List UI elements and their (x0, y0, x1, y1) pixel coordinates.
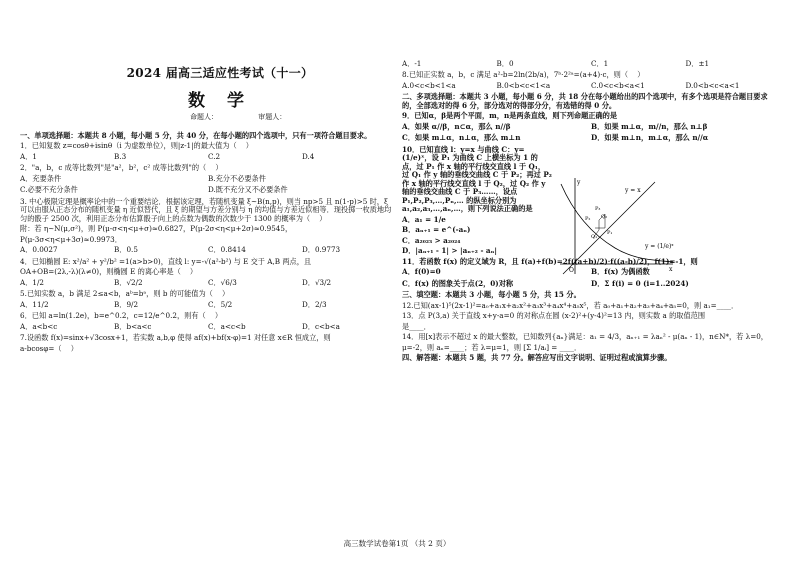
question-14: 14．用[x]表示不超过 x 的最大整数，已知数列{aₙ}满足：a₁ = 4/3，aₙ₊₁ = λaₙ² - μ(aₙ - 1)，n∈N*，若 λ=0， (402, 332, 768, 342)
question-1: 1．已知复数 z=cosθ+isinθ（i 为虚数单位），则|z-1|的最大值为（ ） (20, 141, 253, 151)
question-13: 13．点 P(3,a) 关于直线 x+y-a=0 的对称点在圆 (x-2)²+(y-4)²=13 内，则实数 a 的取值范围 (402, 311, 706, 321)
option: B．√2/2 (114, 277, 143, 287)
question-2-options-row1 (20, 175, 396, 183)
question-8: 8.已知正实数 a，b，c 满足 a²-b=2ln(2b/a)，7ᵇ·2²ᵃ=(a+4)·c，则（ ） (402, 70, 645, 80)
option: B.充分不必要条件 (208, 173, 266, 183)
question-9-options-row1 (402, 123, 780, 131)
section-4-heading: 四、解答题：本题共 5 题，共 77 分。解答应写出文字说明、证明过程或演算步骤。 (402, 353, 672, 363)
point-label: Q₂ (601, 214, 608, 220)
option: C.0<c<b<a<1 (591, 80, 645, 90)
option: B．如果 m⊥α，m//n，那么 n⊥β (591, 121, 708, 131)
option: C．√6/3 (208, 277, 237, 287)
option: A．0.0027 (20, 245, 58, 255)
option: D.既不充分又不必要条件 (208, 185, 288, 195)
question-4-options (20, 279, 396, 287)
question-4-line2: OA+OB=(2λ,-λ)(λ≠0)，则椭圆 E 的离心率是（ ） (20, 267, 198, 277)
question-12: 12.已知(ax-1)⁵(2x-1)²=a₀+a₁x+a₂x²+a₃x³+a₄x⁴+a₅x⁵，若 a₀+a₁+a₂+a₃+a₄+a₅=0，则 a₁=____． (402, 300, 739, 310)
point-label: Q₁ (591, 234, 598, 240)
option: C.2 (208, 151, 221, 161)
option: A．a<b<c (20, 321, 58, 331)
question-3-options (20, 246, 396, 254)
option: D．±1 (685, 59, 710, 68)
option: D．√3/2 (302, 277, 332, 287)
point-label: P₂ (585, 216, 591, 222)
question-3-reference: 附：若 η~N(μ,σ²)，则 P(μ-σ<η<μ+σ)≈0.6827，P(μ-2σ<η<μ+2σ)≈0.9545， (20, 224, 293, 234)
option: C．0.8414 (208, 245, 246, 255)
option: B．0 (496, 59, 514, 68)
option: D．c<b<a (302, 321, 340, 331)
question-11: 11．若函数 f(x) 的定义域为 R，且 f(a)+f(b)=2f((a+b)/2)·f((a-b)/2)，f(1)=-1，则 (402, 256, 698, 266)
left-column (20, 132, 396, 355)
proposer-label: 命题人： (190, 113, 218, 121)
x-axis-label: x (669, 266, 673, 273)
question-7-line2: a-bcosφ=（ ） (20, 343, 78, 353)
question-3: 3. 中心极限定理是概率论中的一个重要结论．根据该定理，若随机变量 ξ~B(n,p)，则当 np>5 且 n(1-p)>5 时，ξ 可以由服从正态分布的随机变量 η 近似替代，且 ξ 的期望与方差分别与 η 的均值与方差近似相等．现投掷一枚质地均匀的骰子 2500 次，利用正态分布估算骰子向上的点数为偶数的次数少于 1300 的概率为（ ） (20, 196, 392, 223)
option: C．1 (591, 59, 609, 68)
question-2: 2．"a，b，c 成等比数列"是"a²，b²，c² 成等比数列"的（ ） (20, 163, 223, 173)
option: B.0<b<c<1<a (496, 80, 551, 90)
option: B．0.5 (114, 245, 138, 255)
option: A．-1 (402, 59, 422, 68)
question-4: 4．已知椭圆 E: x²/a² + y²/b² =1(a>b>0)，直线 l: y=-√(a²-b²) 与 E 交于 A,B 两点，且 (20, 256, 312, 266)
option: C.必要不充分条件 (20, 185, 78, 195)
question-3-reference-2: P(μ-3σ<η<μ+3σ)≈0.9973． (20, 234, 122, 244)
option: D．2/3 (302, 299, 327, 309)
question-5-options (20, 301, 396, 309)
subject-title: 数 学 (188, 91, 252, 111)
option: A．1/2 (20, 277, 44, 287)
option: B．f(x) 为偶函数 (591, 267, 650, 277)
question-10-option-d: D．|aₙ₊₁ - 1| > |aₙ₊₂ - aₙ| (402, 246, 497, 256)
section-2-heading: 二、多项选择题：本题共 3 小题，每小题 6 分，共 18 分在每小题给出的四个选项中，有多个选项是符合题目要求的，全部选对的得 6 分，部分选对的得部分分，有选错的得 0 分。 (402, 92, 768, 110)
option: C．5/2 (208, 299, 233, 309)
question-13-line2: 是____． (402, 321, 431, 331)
question-5: 5.已知实数 a，b 满足 2≤a<b，aᵇ=bᵃ，则 b 的可能值为（ ） (20, 289, 230, 299)
curve-label: y = (1/e)ˣ (645, 243, 674, 250)
point-label: P₁ (607, 230, 613, 236)
question-10-option-c: C．a₂₀₂₃ > a₂₀₂₄ (402, 235, 461, 245)
option: D．0.9773 (302, 245, 341, 255)
question-9: 9．已知α，β是两个平面，m，n是两条直线，则下列命题正确的是 (402, 111, 618, 121)
question-10-option-a: A．a₁ = 1/e (402, 214, 446, 224)
page-footer: 高三数学试卷第1页 （共 2 页） (343, 539, 451, 548)
question-6: 6．已知 a=ln(1.2e)，b=e^0.2，c=12/e^0.2，则有（ ） (20, 311, 223, 321)
option: A.0<c<b<1<a (402, 80, 456, 90)
question-8-options (402, 82, 780, 90)
reviewer-label: 审题人： (258, 113, 287, 121)
question-10-option-b: B．aₙ₊₁ = e^(-aₙ) (402, 225, 471, 235)
question-1-options (20, 153, 396, 161)
author-line (190, 112, 324, 122)
option: D．如果 m⊥n，m⊥α，那么 n//α (591, 133, 709, 143)
option: A．1 (20, 151, 37, 161)
question-10-graph (555, 176, 675, 276)
exam-title: 2024 届高三适应性考试（十一） (126, 66, 314, 80)
option: D.4 (302, 151, 315, 161)
question-9-options-row2 (402, 134, 780, 142)
y-axis-label: y (577, 179, 581, 186)
question-7: 7.设函数 f(x)=sinx+√3cosx+1，若实数 a,b,φ 使得 af(x)+bf(x-φ)=1 对任意 x∈R 恒成立，则 (20, 333, 331, 343)
line-y-equals-x (563, 182, 655, 274)
option: D.0<b<c<a<1 (685, 80, 740, 90)
question-10: 10．已知直线 l：y=x 与曲线 C：y=(1/e)ˣ，设 P₁ 为曲线 C 上横坐标为 1 的点，过 P₁ 作 x 轴的平行线交直线 l 于 Q₁，过 Q₁ 作 y 轴的垂线交曲线 C 于 P₂；再过 P₂ 作 x 轴的平行线交直线 l 于 Q₂，过 Q₂ 作 y 轴的垂线交曲线 C 于 P₃……，设点 P₁,P₂,P₃,…,Pₙ,… 的纵坐标分别为 a₁,a₂,a₃,…,aₙ,…，则下列说法正确的是 (402, 144, 555, 214)
question-7-options (402, 60, 780, 68)
option: B.3 (114, 151, 127, 161)
question-14-line2: μ=-2，则 aₙ=____；若 λ=μ=1，则 [Σ 1/aᵢ] = ____． (402, 342, 582, 352)
question-6-options (20, 323, 396, 331)
option: B．9/2 (114, 299, 139, 309)
question-2-options-row2 (20, 186, 396, 194)
point-label: P₃ (595, 206, 601, 212)
option: C．a<c<b (208, 321, 246, 331)
option: B．b<a<c (114, 321, 152, 331)
option: C．f(x) 的图象关于点(2，0)对称 (402, 278, 514, 288)
option: A．充要条件 (20, 173, 62, 183)
option: C．如果 m⊥α，n⊥α，那么 m⊥n (402, 133, 521, 143)
option: A．f(0)=0 (402, 267, 441, 277)
question-11-options-row2 (402, 280, 780, 288)
option: D．Σ f(i) = 0 (i=1..2024) (591, 278, 689, 288)
origin-label: O (569, 267, 574, 274)
section-3-heading: 三、填空题：本题共 3 小题，每小题 5 分，共 15 分。 (402, 290, 581, 300)
exponential-curve (561, 184, 673, 262)
section-1-heading: 一、单项选择题：本题共 8 小题，每小题 5 分，共 40 分，在每小题的四个选项中，只有一项符合题目要求。 (20, 131, 372, 140)
line-label: y = x (625, 187, 641, 194)
option: A．11/2 (20, 299, 49, 309)
option: A．如果 α//β，n⊂α，那么 n//β (402, 121, 511, 131)
